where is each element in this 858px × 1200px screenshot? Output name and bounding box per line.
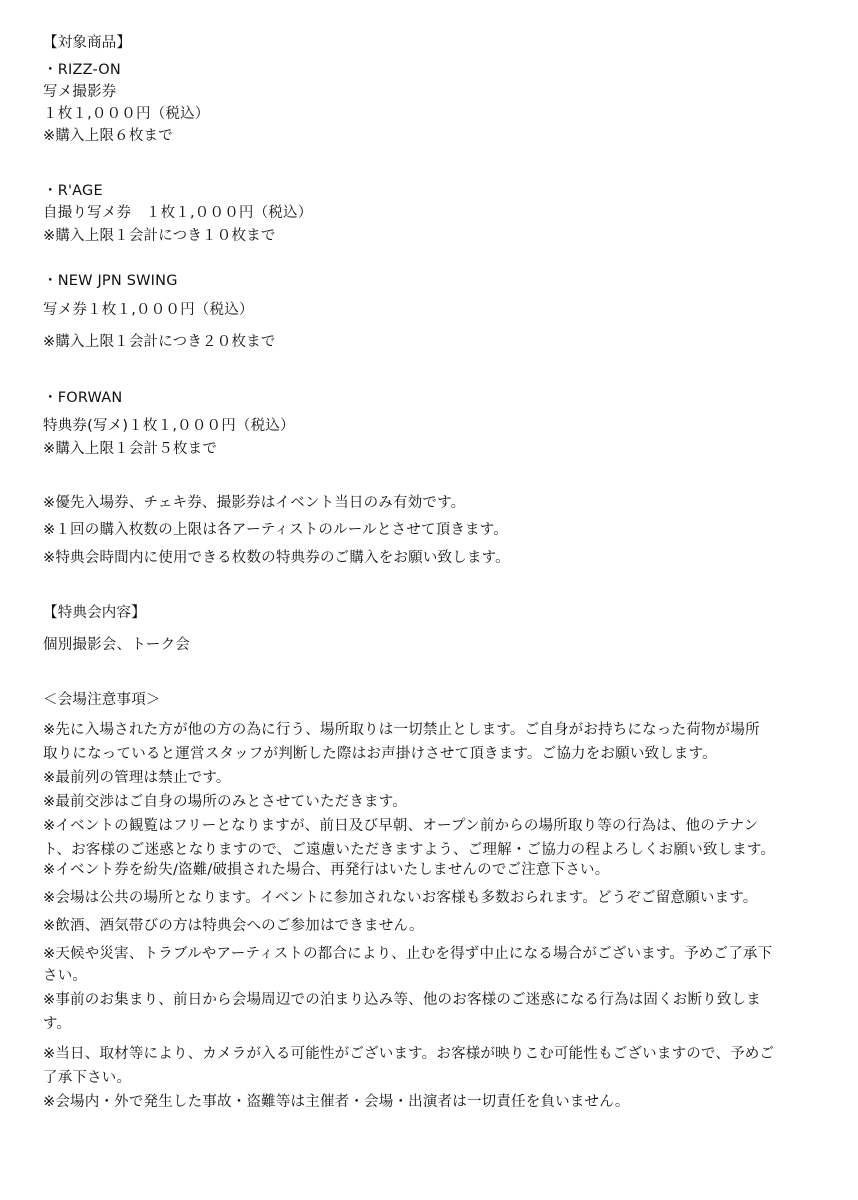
product-new-jpn-swing-item-price: 写メ券１枚１,０００円（税込）: [43, 302, 254, 318]
venue-note-line: ト、お客様のご迷惑となりますので、ご遠慮いただきますよう、ご理解・ご協力の程よろしくお願い致します。: [43, 842, 776, 858]
product-rage-item-price: 自撮り写メ券 １枚１,０００円（税込）: [43, 205, 313, 221]
venue-notes-heading: ＜会場注意事項＞: [43, 692, 161, 708]
venue-note-line: ※最前交渉はご自身の場所のみとさせていただきます。: [43, 794, 407, 810]
product-forwan-item-price: 特典券(写メ)１枚１,０００円（税込）: [43, 418, 295, 434]
product-new-jpn-swing-limit: ※購入上限１会計につき２０枚まで: [43, 334, 276, 350]
venue-note-line: ※事前のお集まり、前日から会場周辺での泊まり込み等、他のお客様のご迷惑になる行為は固くお断り致しま: [43, 992, 761, 1008]
event-content-body: 個別撮影会、トーク会: [43, 637, 190, 653]
product-rizz-on-name: ・RIZZ-ON: [43, 62, 121, 78]
product-forwan-limit: ※購入上限１会計５枚まで: [43, 441, 218, 457]
product-rage-limit: ※購入上限１会計につき１０枚まで: [43, 228, 276, 244]
venue-note-line: さい。: [43, 968, 88, 984]
venue-note-line: ※先に入場された方が他の方の為に行う、場所取りは一切禁止とします。ご自身がお持ちになった荷物が場所: [43, 722, 760, 738]
product-forwan-name: ・FORWAN: [43, 390, 123, 406]
ticket-note: ※特典会時間内に使用できる枚数の特典券のご購入をお願い致します。: [43, 550, 510, 566]
product-rizz-on-limit: ※購入上限６枚まで: [43, 128, 173, 144]
event-content-heading: 【特典会内容】: [43, 605, 146, 621]
venue-note-line: ※イベントの観覧はフリーとなりますが、前日及び早朝、オープン前からの場所取り等の行為は、他のテナン: [43, 818, 759, 834]
venue-note-line: す。: [43, 1016, 72, 1032]
product-rage-name: ・R'AGE: [43, 183, 103, 199]
venue-note-line: ※当日、取材等により、カメラが入る可能性がございます。お客様が映りこむ可能性もございますので、予めご: [43, 1046, 775, 1062]
venue-note-line: ※飲酒、酒気帯びの方は特典会へのご参加はできません。: [43, 918, 424, 934]
products-heading: 【対象商品】: [43, 35, 132, 51]
product-rizz-on-price: １枚１,０００円（税込）: [43, 106, 210, 122]
venue-note-line: ※会場内・外で発生した事故・盗難等は主催者・会場・出演者は一切責任を負いません。: [43, 1094, 630, 1110]
venue-note-line: ※天候や災害、トラブルやアーティストの都合により、止むを得ず中止になる場合がございます。予めご了承下: [43, 946, 773, 962]
product-rizz-on-item: 写メ撮影券: [43, 84, 117, 100]
venue-note-line: 了承下さい。: [43, 1070, 132, 1086]
ticket-note: ※１回の購入枚数の上限は各アーティストのルールとさせて頂きます。: [43, 522, 509, 538]
ticket-note: ※優先入場券、チェキ券、撮影券はイベント当日のみ有効です。: [43, 495, 466, 511]
product-new-jpn-swing-name: ・NEW JPN SWING: [43, 273, 178, 289]
venue-note-line: 取りになっていると運営スタッフが判断した際はお声掛けさせて頂きます。ご協力をお願い致します。: [43, 746, 717, 762]
venue-note-line: ※会場は公共の場所となります。イベントに参加されないお客様も多数おられます。どうぞご留意願います。: [43, 890, 758, 906]
venue-note-line: ※イベント券を紛失/盗難/破損された場合、再発行はいたしませんのでご注意下さい。: [43, 862, 610, 878]
venue-note-line: ※最前列の管理は禁止です。: [43, 770, 231, 786]
